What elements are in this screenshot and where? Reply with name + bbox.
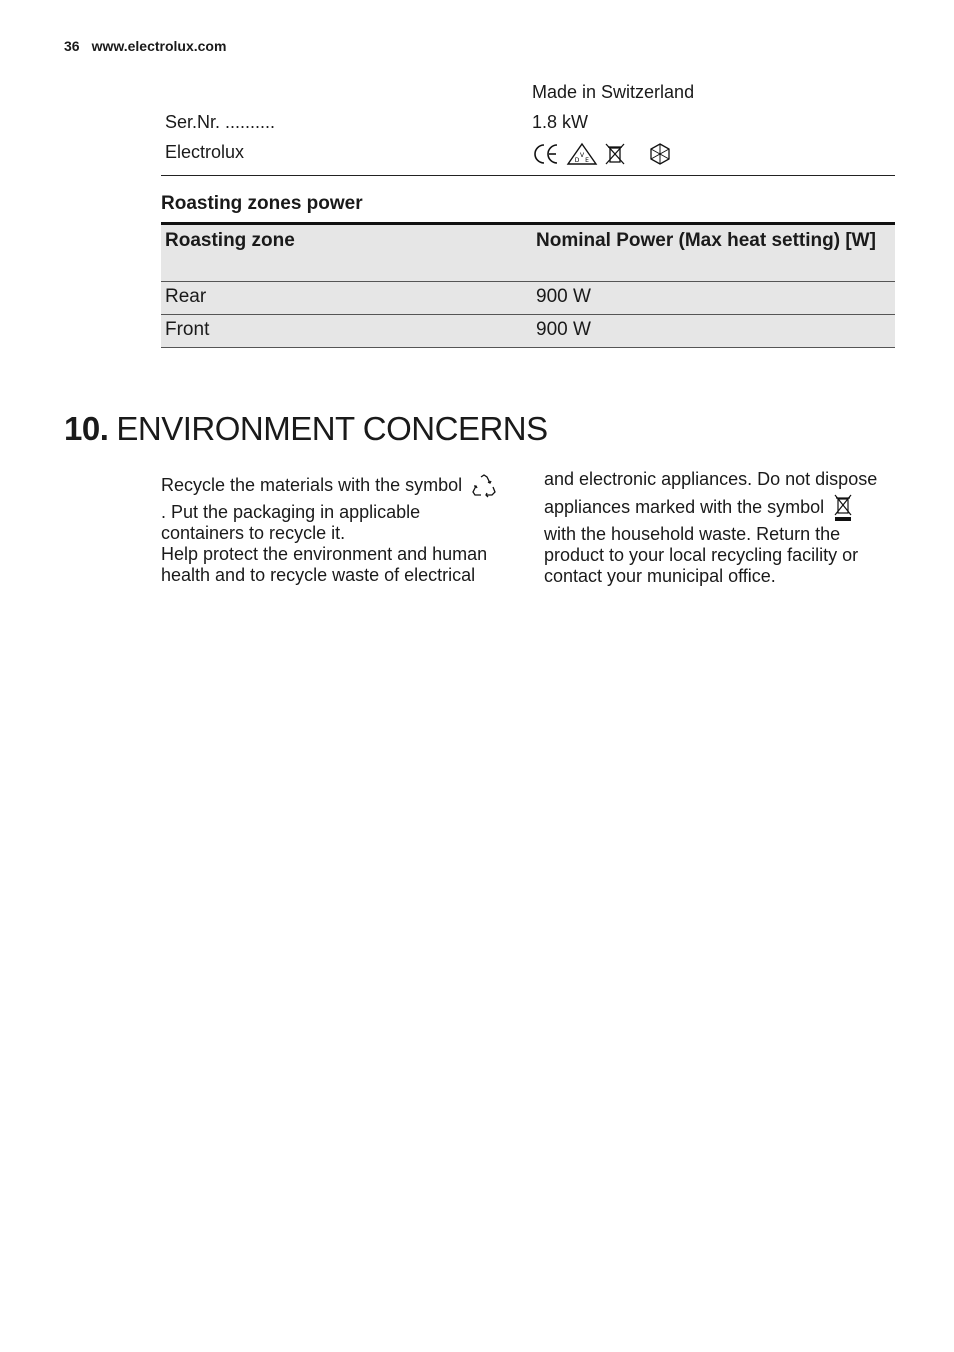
table-header-power: Nominal Power (Max heat setting) [W]: [532, 224, 895, 282]
table-row: [161, 315, 895, 348]
svg-text:D: D: [574, 157, 580, 164]
chapter-title: ENVIRONMENT CONCERNS: [116, 410, 548, 447]
text-segment: Recycle the materials with the symbol: [161, 474, 463, 495]
environment-text-left: [161, 470, 511, 586]
rating-plate-row: [161, 78, 895, 108]
environment-text-right: [544, 469, 900, 587]
text-line: with the household waste. Return the: [544, 524, 841, 544]
certification-mark-icon: [648, 142, 672, 166]
text-line: contact your municipal office.: [544, 566, 776, 586]
made-in-text: Made in Switzerland: [532, 82, 695, 102]
table-row: [161, 282, 895, 315]
ce-mark-icon: [532, 142, 560, 166]
conformity-marks: [532, 142, 672, 166]
text-line: . Put the packaging in applicable: [161, 502, 421, 522]
page-header: [64, 38, 226, 54]
table-cell-zone: Front: [161, 315, 532, 348]
svg-text:E: E: [585, 157, 589, 164]
text-line: [161, 470, 511, 502]
serial-number: Ser.Nr. ..........: [165, 112, 276, 132]
weee-bin-icon: [833, 494, 853, 522]
svg-text:V: V: [579, 152, 585, 159]
rating-plate-row: [161, 138, 895, 176]
text-line: product to your local recycling facility or: [544, 545, 859, 565]
text-line: and electronic appliances. Do not dispose: [544, 469, 878, 489]
roasting-section-title: Roasting zones power: [161, 193, 363, 214]
table-cell-power: 900 W: [532, 282, 895, 315]
table-header-zone: Roasting zone: [161, 224, 532, 282]
table-cell-power: 900 W: [532, 315, 895, 348]
text-line: containers to recycle it.: [161, 523, 346, 543]
header-url[interactable]: www.electrolux.com: [91, 38, 227, 54]
vde-mark-icon: [566, 142, 598, 166]
table-header-row: [161, 224, 895, 282]
brand-name: Electrolux: [165, 142, 245, 162]
text-line: Help protect the environment and human: [161, 544, 488, 564]
weee-bin-icon: [604, 142, 626, 166]
rating-plate: [161, 78, 895, 176]
text-segment: appliances marked with the symbol: [544, 496, 825, 517]
chapter-number: 10.: [64, 410, 109, 447]
rated-power: 1.8 kW: [532, 112, 589, 132]
recycle-icon: [471, 473, 497, 499]
rating-plate-row: [161, 108, 895, 138]
chapter-heading: [64, 410, 548, 448]
text-line: health and to recycle waste of electrical: [161, 565, 476, 585]
table-cell-zone: Rear: [161, 282, 532, 315]
text-line: [544, 490, 900, 524]
page-number: 36: [64, 38, 80, 54]
roasting-power-table: [161, 222, 895, 348]
